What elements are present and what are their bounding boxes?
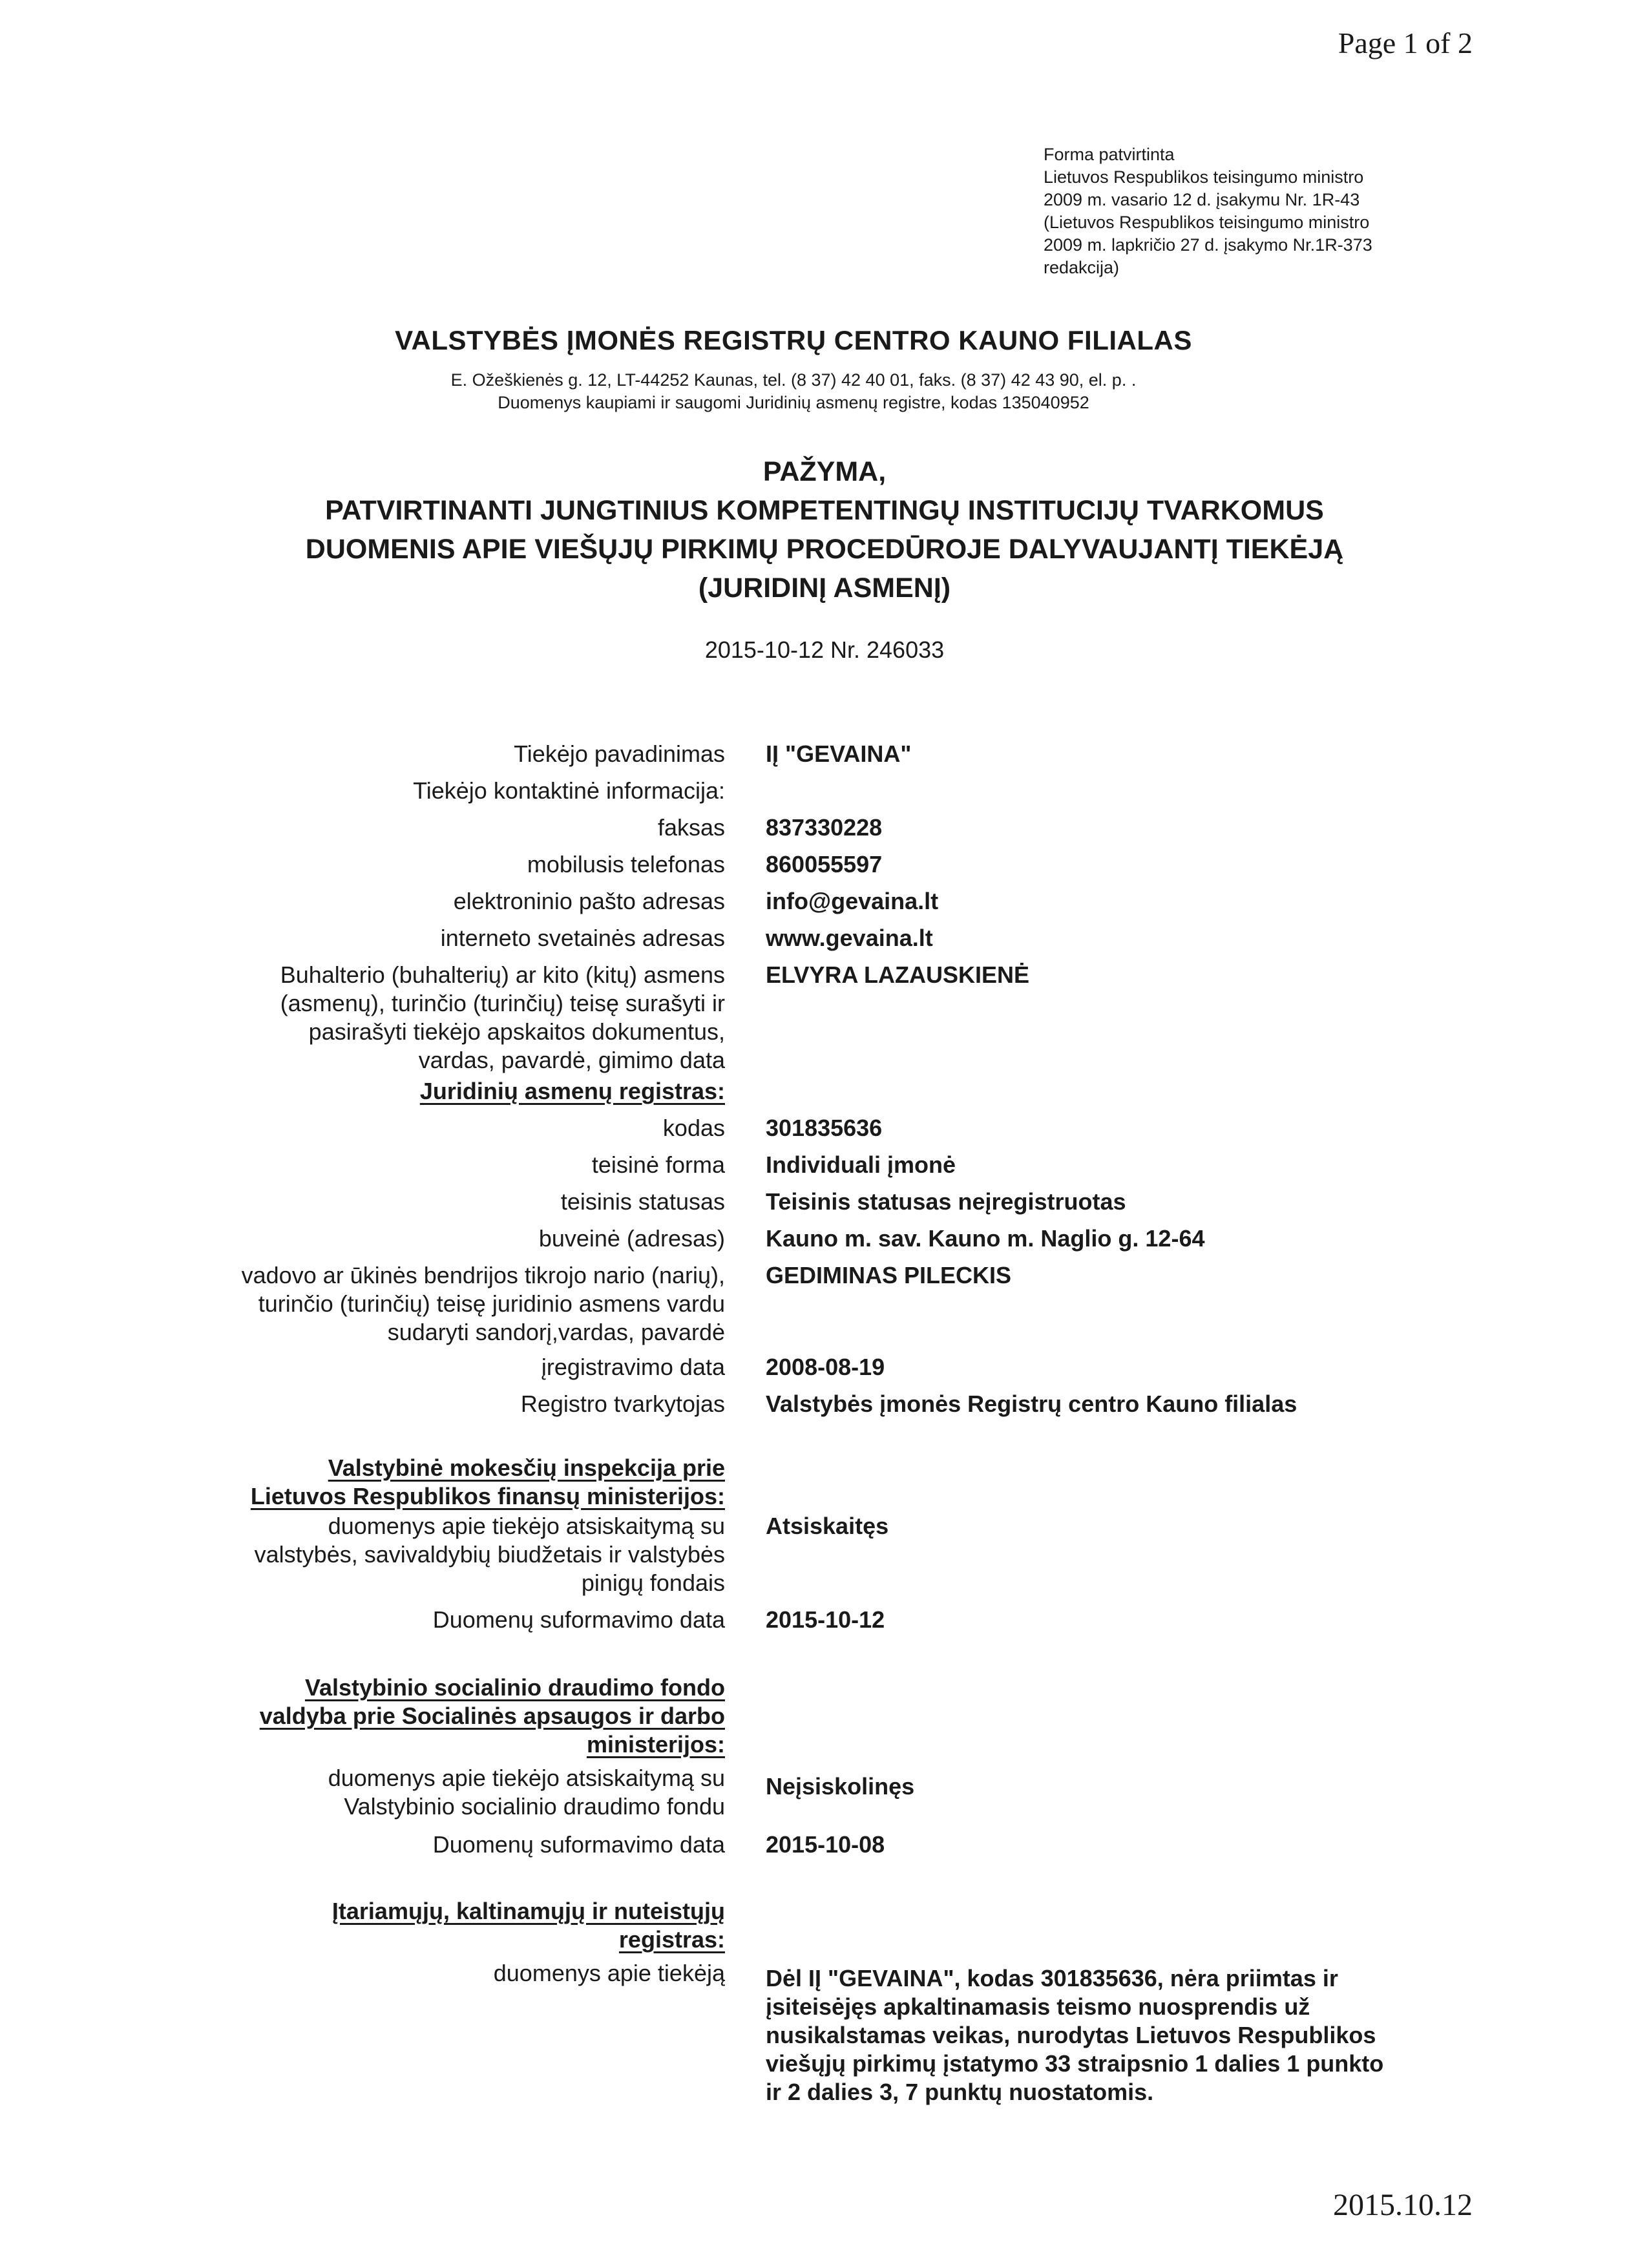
accountant-label-line: vardas, pavardė, gimimo data xyxy=(418,1047,725,1073)
suspects-header-line: registras: xyxy=(618,1926,725,1953)
tax-data-label xyxy=(255,1512,725,1597)
form-note-line: 2009 m. lapkričio 27 d. įsakymo Nr.1R-373 xyxy=(1044,235,1372,255)
social-data-value: Neįsiskolinęs xyxy=(766,1773,915,1800)
form-note-line: Forma patvirtinta xyxy=(1044,145,1175,164)
supplier-name-label: Tiekėjo pavadinimas xyxy=(514,740,725,767)
legal-registry-header: Juridinių asmenų registras: xyxy=(419,1078,725,1104)
website-value: www.gevaina.lt xyxy=(766,925,933,951)
registry-keeper-label: Registro tvarkytojas xyxy=(520,1391,725,1417)
manager-label xyxy=(242,1261,725,1347)
fax-label: faksas xyxy=(657,814,725,841)
accountant-label-line: Buhalterio (buhalterių) ar kito (kitų) asmens xyxy=(280,961,725,988)
manager-label-line: vadovo ar ūkinės bendrijos tikrojo nario (narių), xyxy=(241,1262,725,1288)
accountant-value: ELVYRA LAZAUSKIENĖ xyxy=(766,961,1030,988)
suspects-data-label: duomenys apie tiekėją xyxy=(493,1960,725,1986)
legal-status-label: teisinis statusas xyxy=(560,1188,725,1215)
suspects-value-line: viešųjų pirkimų įstatymo 33 straipsnio 1 dalies 1 punkto xyxy=(766,2050,1384,2077)
registry-code-label: kodas xyxy=(662,1115,725,1141)
certificate-title-line: PATVIRTINANTI JUNGTINIUS KOMPETENTINGŲ INSTITUCIJŲ TVARKOMUS xyxy=(325,495,1324,526)
organization-registry-note: Duomenys kaupiami ir saugomi Juridinių asmenų registre, kodas 135040952 xyxy=(498,393,1089,412)
form-note-line: 2009 m. vasario 12 d. įsakymu Nr. 1R-43 xyxy=(1044,190,1360,209)
certificate-title-line: PAŽYMA, xyxy=(762,456,887,487)
accountant-label-line: pasirašyti tiekėjo apskaitos dokumentus, xyxy=(308,1018,725,1045)
social-data-label-line: Valstybinio socialinio draudimo fondu xyxy=(344,1793,725,1820)
registry-code-value: 301835636 xyxy=(766,1115,883,1141)
page-number: Page 1 of 2 xyxy=(1338,26,1473,59)
manager-value: GEDIMINAS PILECKIS xyxy=(766,1262,1012,1288)
registry-keeper-value: Valstybės įmonės Registrų centro Kauno filialas xyxy=(766,1391,1297,1417)
tax-date-label: Duomenų suformavimo data xyxy=(432,1606,725,1633)
social-header-line: ministerijos: xyxy=(586,1731,725,1758)
form-note-line: (Lietuvos Respublikos teisingumo ministro xyxy=(1044,213,1370,232)
manager-label-line: sudaryti sandorį,vardas, pavardė xyxy=(387,1319,725,1345)
form-approval-note xyxy=(1044,143,1496,279)
tax-data-label-line: duomenys apie tiekėjo atsiskaitymą su xyxy=(328,1513,725,1539)
social-header-line: Valstybinio socialinio draudimo fondo xyxy=(304,1674,725,1701)
suspects-value-line: Dėl IĮ "GEVAINA", kodas 301835636, nėra priimtas ir xyxy=(766,1965,1338,1991)
social-date-label: Duomenų suformavimo data xyxy=(432,1831,725,1858)
fax-value: 837330228 xyxy=(766,814,883,841)
tax-data-label-line: valstybės, savivaldybių biudžetais ir valstybės xyxy=(254,1541,725,1568)
legal-form-label: teisinė forma xyxy=(591,1151,725,1178)
social-date-value: 2015-10-08 xyxy=(766,1831,885,1858)
accountant-label xyxy=(280,961,725,1075)
legal-status-value: Teisinis statusas neįregistruotas xyxy=(766,1188,1126,1215)
tax-header-line: Lietuvos Respublikos finansų ministerijos: xyxy=(250,1483,725,1509)
social-data-label-line: duomenys apie tiekėjo atsiskaitymą su xyxy=(328,1765,725,1791)
suspects-value-line: įsiteisėjęs apkaltinamasis teismo nuosprendis už xyxy=(766,1993,1310,2020)
suspects-value-line: ir 2 dalies 3, 7 punktų nuostatomis. xyxy=(766,2079,1154,2105)
certificate-number: 2015-10-12 Nr. 246033 xyxy=(704,636,945,663)
certificate-title-line: DUOMENIS APIE VIEŠŲJŲ PIRKIMŲ PROCEDŪROJE DALYVAUJANTĮ TIEKĖJĄ xyxy=(305,534,1344,565)
form-note-line: redakcija) xyxy=(1044,258,1120,277)
certificate-title xyxy=(243,452,1406,607)
tax-date-value: 2015-10-12 xyxy=(766,1606,885,1633)
address-label: buveinė (adresas) xyxy=(538,1225,725,1252)
social-header-line: valdyba prie Socialinės apsaugos ir darbo xyxy=(259,1703,725,1729)
address-value: Kauno m. sav. Kauno m. Naglio g. 12-64 xyxy=(766,1225,1205,1252)
mobile-value: 860055597 xyxy=(766,851,883,877)
organization-address: E. Ožeškienės g. 12, LT-44252 Kaunas, tel. (8 37) 42 40 01, faks. (8 37) 42 43 90, el. p. . xyxy=(450,370,1137,390)
accountant-label-line: (asmenų), turinčio (turinčių) teisę surašyti ir xyxy=(280,990,725,1016)
legal-form-value: Individuali įmonė xyxy=(766,1151,956,1178)
suspects-section-header xyxy=(332,1897,725,1954)
mobile-label: mobilusis telefonas xyxy=(527,851,725,877)
certificate-title-line: (JURIDINĮ ASMENĮ) xyxy=(698,572,951,604)
supplier-name-value: IĮ "GEVAINA" xyxy=(766,740,912,767)
social-section-header xyxy=(260,1674,725,1759)
tax-header-line: Valstybinė mokesčių inspekcija prie xyxy=(328,1454,725,1481)
suspects-header-line: Įtariamųjų, kaltinamųjų ir nuteistųjų xyxy=(331,1898,725,1924)
suspects-value-line: nusikalstamas veikas, nurodytas Lietuvos Respublikos xyxy=(766,2022,1376,2048)
tax-data-label-line: pinigų fondais xyxy=(581,1570,725,1596)
email-value: info@gevaina.lt xyxy=(766,888,939,914)
registration-date-label: įregistravimo data xyxy=(541,1354,725,1380)
manager-label-line: turinčio (turinčių) teisę juridinio asmens vardu xyxy=(258,1290,725,1317)
bottom-date: 2015.10.12 xyxy=(1333,2188,1473,2222)
email-label: elektroninio pašto adresas xyxy=(453,888,725,914)
registration-date-value: 2008-08-19 xyxy=(766,1354,885,1380)
social-data-label xyxy=(328,1764,725,1821)
supplier-contact-label: Tiekėjo kontaktinė informacija: xyxy=(413,777,725,804)
tax-data-value: Atsiskaitęs xyxy=(766,1513,889,1539)
suspects-data-value xyxy=(766,1964,1383,2106)
organization-title: VALSTYBĖS ĮMONĖS REGISTRŲ CENTRO KAUNO FILIALAS xyxy=(395,325,1192,355)
tax-section-header xyxy=(251,1454,725,1511)
website-label: interneto svetainės adresas xyxy=(440,925,725,951)
form-note-line: Lietuvos Respublikos teisingumo ministro xyxy=(1044,167,1364,187)
